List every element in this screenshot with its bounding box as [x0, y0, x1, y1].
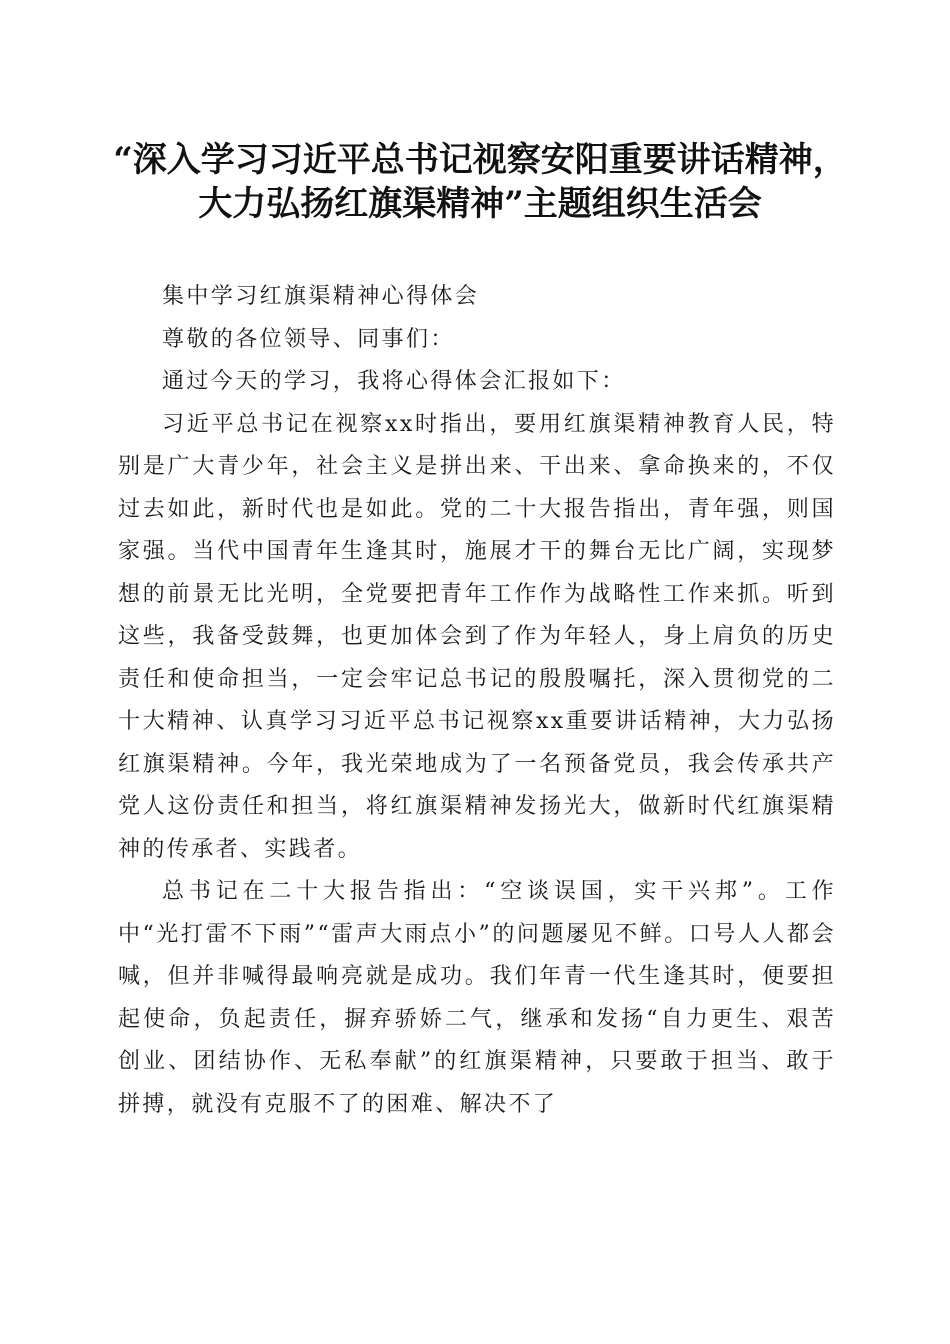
paragraph-body-1: 习近平总书记在视察xx时指出，要用红旗渠精神教育人民，特别是广大青少年，社会主义是拼出来、干出来、拿命换来的，不仅过去如此，新时代也是如此。党的二十大报告指出，青年强，则国家强。当代中国青年生逢其时，施展才干的舞台无比广阔，实现梦想的前景无比光明，全党要把青年工作作为战略性工作来抓。听到这些，我备受鼓舞，也更加体会到了作为年轻人，身上肩负的历史责任和使命担当，一定会牢记总书记的殷殷嘱托，深入贯彻党的二十大精神、认真学习习近平总书记视察xx重要讲话精神，大力弘扬红旗渠精神。今年，我光荣地成为了一名预备党员，我会传承共产党人这份责任和担当，将红旗渠精神发扬光大，做新时代红旗渠精神的传承者、实践者。	[118, 411, 836, 862]
document-title: “深入学习习近平总书记视察安阳重要讲话精神，大力弘扬红旗渠精神”主题组织生活会	[113, 140, 847, 224]
paragraph-subtitle: 集中学习红旗渠精神心得体会	[162, 284, 480, 309]
paragraph-intro: 通过今天的学习，我将心得体会汇报如下：	[162, 369, 626, 394]
paragraph-salutation: 尊敬的各位领导、同事们：	[162, 326, 455, 352]
document-body	[118, 276, 836, 1126]
paragraph-body-2: 总书记在二十大报告指出：“空谈误国，实干兴邦”。工作中“光打雷不下雨”“雷声大雨点小”的问题屡见不鲜。口号人人都会喊，但并非喊得最响亮就是成功。我们年青一代生逢其时，便要担起使命，负起责任，摒弃骄娇二气，继承和发扬“自力更生、艰苦创业、团结协作、无私奉献”的红旗渠精神，只要敢于担当、敢于拼搏，就没有克服不了的困难、解决不了	[118, 879, 836, 1117]
